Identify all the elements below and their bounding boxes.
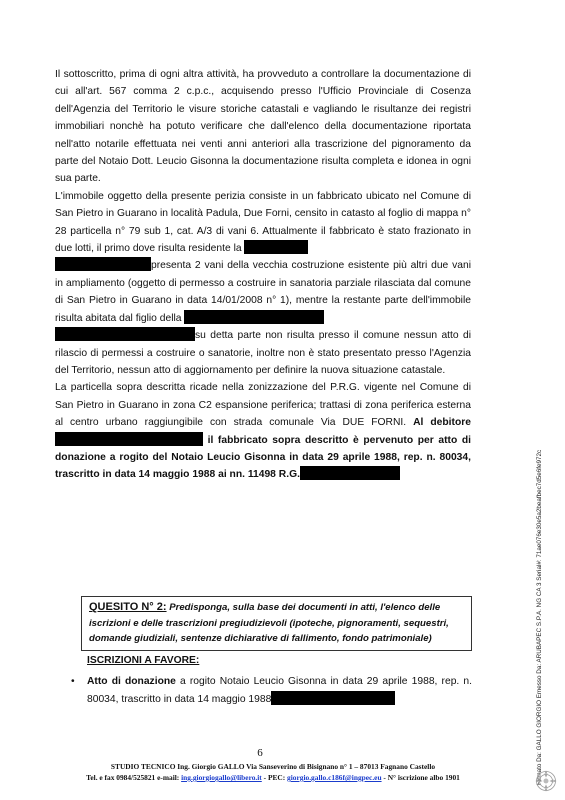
paragraph-verification: Il sottoscritto, prima di ogni altra attività, ha provveduto a controllare la documentazione di cui all'art. 567 comma 2 c.p.c., acquisendo presso l'Ufficio Provinciale di Cosenza dell'Agenzia del Territorio le visure storiche catastali e vagliando le risultanze dei registri immobiliari nonchè ha potuto verificare che dall'elenco della documentazione riportata nell'atto notarile effettuata nei venti anni anteriori alla trascrizione del pignoramento da parte del Notaio Dott. Leucio Gisonna la documentazione risulta completa e idonea in ogni sua parte. [55,69,471,185]
page-number: 6 [257,747,263,759]
bullet-icon: • [71,676,75,688]
redaction-block [271,691,395,705]
pec-link[interactable]: giorgio.gallo.c186f@ingpec.eu [287,773,382,782]
paragraph-text: La particella sopra descritta ricade nella zonizzazione del P.R.G. vigente nel Comune di San Pietro in Guarano in zona C2 espansione periferica; trattasi di zona periferica esterna al centro urbano raggiungibile con strada comunale Via DUE FORNI. [55,382,471,429]
quesito-box [81,596,472,651]
quesito-text: Predisponga, sulla base dei documenti in atti, l'elenco delle iscrizioni e delle trascrizioni pregiudizievoli (ipoteche, pignoramenti, sequestri, domande giudiziali, sentenze dichiarative di fallimento, fondo patrimoniale) [89,602,449,644]
redaction-block [55,327,195,341]
redaction-block [55,432,203,446]
email-link[interactable]: ing.giorgiogallo@libero.it [181,773,262,782]
list-item [71,673,472,708]
iscrizioni-section [71,652,472,708]
paragraph-property-description [55,188,471,379]
footer-contact: Tel. e fax 0984/525821 e-mail: [86,773,182,782]
digital-signature-strip: Firmato Da: GALLO GIORGIO Emesso Da: ARUBAPEC S.P.A. NG CA 3 Serial#: 71ae076e30e5a2beafbec7d5e6fe972c [536,449,543,785]
paragraph-text: L'immobile oggetto della presente perizia consiste in un fabbricato ubicato nel Comune di San Pietro in Guarano in località Padula, Due Forni, censito in catasto al foglio di mappa n° 28 particella n° 79 sub 1, cat. A/3 di vani 6. Attualmente il fabbricato è stato frazionato in due lotti, il primo dove risulta residente la [55,190,471,255]
seal-icon [535,770,557,792]
redaction-block [244,240,308,254]
redaction-block [184,310,324,324]
paragraph-text: su detta parte non risulta presso il comune nessun atto di rilascio di permessi a costruire o sanatorie, inoltre non è stato presentato presso l'Agenzia del Territorio, nessun atto di aggiornamento per definire la nuova situazione catastale. [55,330,471,376]
footer-line-2 [28,773,518,784]
paragraph-bold-text: Al debitore [413,417,471,429]
footer-contact: - N° iscrizione albo 1901 [381,773,460,782]
redaction-block [55,257,151,271]
footer-contact: - PEC: [261,773,288,782]
quesito-title: QUESITO N° 2: [89,601,167,613]
footer-line-1: STUDIO TECNICO Ing. Giorgio GALLO Via Sanseverino di Bisignano n° 1 – 87013 Fagnano Castello [110,762,436,771]
body-text [55,66,471,484]
item-text: a rogito Notaio Leucio Gisonna in data 29 aprile 1988, rep. n. 80034, trascritto in data 14 maggio 1988 [87,676,472,705]
paragraph-zoning [55,379,471,483]
paragraph-bold-text: il fabbricato sopra descritto è pervenuto per atto di donazione a rogito del Notaio Leucio Gisonna in data 29 aprile 1988, rep. n. 80034, trascritto in data 14 maggio 1988 ai nn. 11498 R.G. [55,434,471,481]
iscrizioni-title: ISCRIZIONI A FAVORE: [87,655,200,666]
redaction-block [300,466,400,480]
item-bold-text: Atto di donazione [87,676,176,688]
paragraph-text: presenta 2 vani della vecchia costruzione esistente più altri due vani in ampliamento (oggetto di permesso a costruire in sanatoria parziale rilasciata dal comune di San Pietro in Guarano in data 14/01/2008 n° 1), mentre la restante parte dell'immobile risulta abitata dal figlio della [55,260,471,324]
